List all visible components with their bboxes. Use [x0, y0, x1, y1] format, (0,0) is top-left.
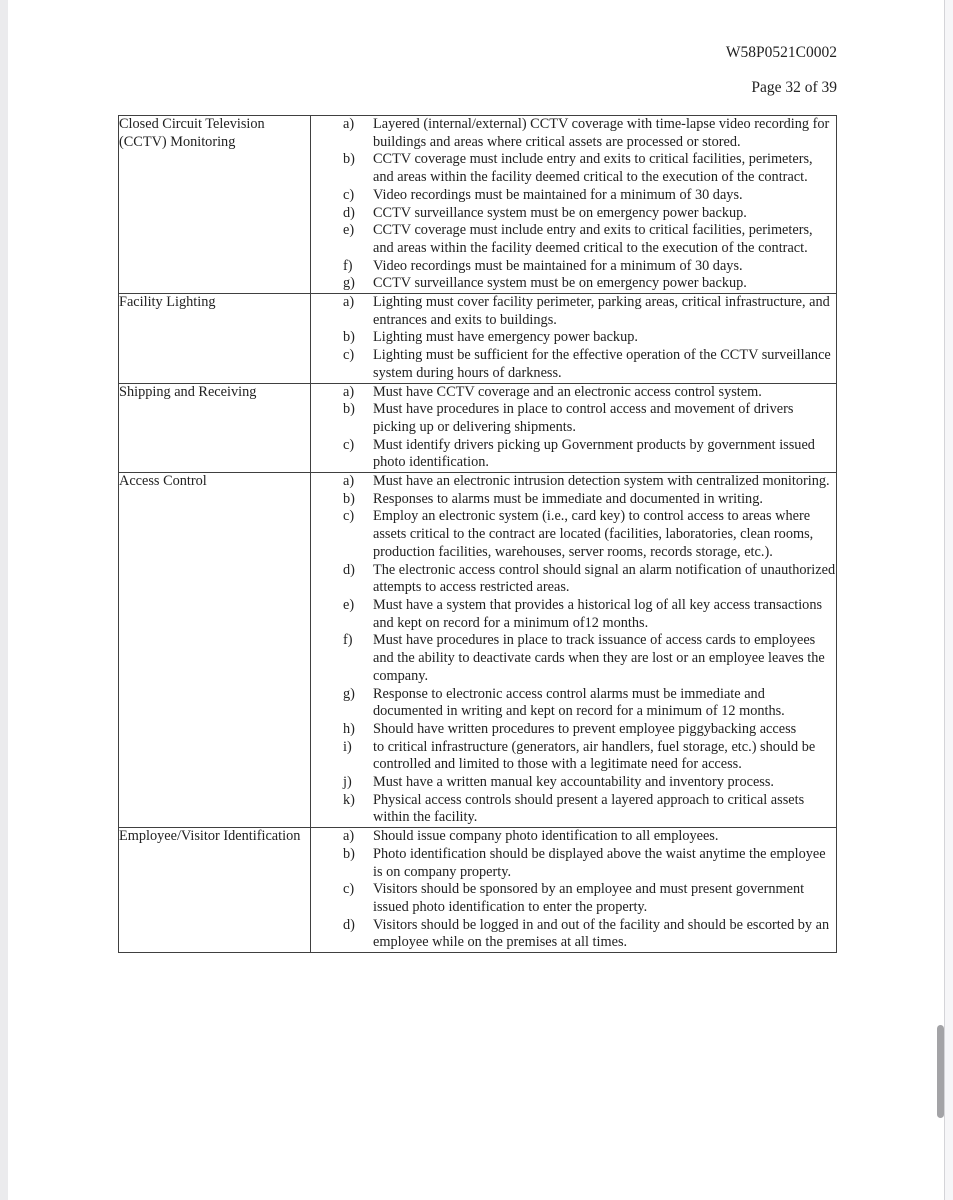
item-letter: b): [343, 845, 355, 862]
category-label: Access Control: [119, 473, 207, 490]
requirement-item: [311, 721, 836, 739]
requirement-item: [311, 347, 836, 382]
item-text: The electronic access control should signal an alarm notification of unauthorized attempts to access restricted areas.: [373, 561, 836, 596]
item-text: Lighting must be sufficient for the effective operation of the CCTV surveillance system during hours of darkness.: [373, 347, 831, 381]
item-letter: a): [343, 828, 355, 845]
item-text: Must have procedures in place to control access and movement of drivers picking up or delivering shipments.: [373, 401, 794, 435]
item-letter: h): [343, 720, 355, 737]
item-text: CCTV surveillance system must be on emergency power backup.: [373, 204, 747, 221]
item-letter: g): [343, 685, 355, 702]
item-letter: e): [343, 222, 355, 239]
item-letter: i): [343, 738, 352, 755]
requirements-list: [311, 294, 836, 383]
item-text: Employ an electronic system (i.e., card key) to control access to areas where assets critical to the contract are located (facilities, laboratories, clean rooms, production facilities, warehouses, server rooms, records storage, etc.).: [373, 508, 814, 560]
requirement-item: [311, 437, 836, 472]
category-label: Closed Circuit Television (CCTV) Monitoring: [119, 116, 265, 150]
document-header: [118, 44, 837, 97]
item-letter: d): [343, 204, 355, 221]
requirements-list: [311, 473, 836, 827]
item-letter: j): [343, 774, 352, 791]
item-letter: c): [343, 436, 355, 453]
item-letter: a): [343, 473, 355, 490]
requirement-item: [311, 222, 836, 257]
category-cell: [119, 828, 311, 953]
category-cell: [119, 294, 311, 384]
table-row: [119, 294, 837, 384]
requirements-cell: [311, 294, 837, 384]
category-cell: [119, 116, 311, 294]
requirement-item: [311, 846, 836, 881]
requirement-item: [311, 562, 836, 597]
item-letter: c): [343, 347, 355, 364]
requirement-item: [311, 917, 836, 952]
requirement-item: [311, 187, 836, 205]
item-text: CCTV surveillance system must be on emergency power backup.: [373, 275, 747, 292]
requirement-item: [311, 473, 836, 491]
item-text: Physical access controls should present a layered approach to critical assets within the facility.: [373, 791, 805, 826]
requirements-cell: [311, 473, 837, 828]
requirement-item: [311, 205, 836, 223]
item-text: Must have CCTV coverage and an electronic access control system.: [373, 383, 762, 400]
requirement-item: [311, 275, 836, 293]
table-row: [119, 383, 837, 473]
category-label: Shipping and Receiving: [119, 383, 257, 400]
document-number: W58P0521C0002: [725, 44, 837, 61]
item-letter: c): [343, 508, 355, 525]
viewer-left-edge: [0, 0, 8, 1200]
item-text: CCTV coverage must include entry and exits to critical facilities, perimeters, and areas within the facility deemed critical to the execution of the contract.: [373, 151, 813, 186]
scrollbar-thumb[interactable]: [937, 1025, 944, 1118]
requirement-item: [311, 151, 836, 186]
requirement-item: [311, 258, 836, 276]
security-requirements-table: [118, 115, 837, 953]
item-text: Must have procedures in place to track issuance of access cards to employees and the ability to deactivate cards when they are lost or an employee leaves the company.: [373, 632, 825, 684]
requirement-item: [311, 329, 836, 347]
item-text: Video recordings must be maintained for a minimum of 30 days.: [373, 186, 743, 203]
requirements-cell: [311, 828, 837, 953]
item-text: Must have an electronic intrusion detection system with centralized monitoring.: [373, 473, 830, 490]
item-letter: b): [343, 151, 355, 168]
requirement-item: [311, 828, 836, 846]
requirement-item: [311, 739, 836, 774]
page-number-label: Page 32 of 39: [751, 79, 837, 96]
table-row: [119, 116, 837, 294]
category-cell: [119, 473, 311, 828]
requirement-item: [311, 491, 836, 509]
requirement-item: [311, 401, 836, 436]
item-letter: b): [343, 401, 355, 418]
category-cell: [119, 383, 311, 473]
requirement-item: [311, 774, 836, 792]
item-letter: a): [343, 383, 355, 400]
item-letter: f): [343, 632, 353, 649]
requirement-item: [311, 881, 836, 916]
requirements-cell: [311, 116, 837, 294]
item-text: Visitors should be logged in and out of the facility and should be escorted by an employee while on the premises at all times.: [373, 916, 830, 951]
item-letter: f): [343, 257, 353, 274]
requirements-cell: [311, 383, 837, 473]
scrollbar-track[interactable]: [944, 0, 953, 1200]
requirement-item: [311, 632, 836, 685]
requirement-item: [311, 597, 836, 632]
item-text: Lighting must have emergency power backup.: [373, 329, 638, 346]
category-label: Facility Lighting: [119, 294, 216, 311]
category-label: Employee/Visitor Identification: [119, 828, 301, 845]
item-letter: b): [343, 329, 355, 346]
item-text: Must identify drivers picking up Government products by government issued photo identification.: [373, 436, 815, 471]
item-letter: k): [343, 791, 355, 808]
item-letter: a): [343, 116, 355, 132]
item-text: Must have a written manual key accountability and inventory process.: [373, 774, 774, 791]
item-letter: c): [343, 186, 355, 203]
item-letter: e): [343, 596, 355, 613]
table-row: [119, 828, 837, 953]
item-text: Photo identification should be displayed above the waist anytime the employee is on company property.: [373, 845, 826, 880]
item-text: Must have a system that provides a historical log of all key access transactions and kept on record for a minimum of12 months.: [373, 596, 823, 631]
requirements-list: [311, 384, 836, 473]
requirement-item: [311, 792, 836, 827]
item-letter: d): [343, 916, 355, 933]
table-row: [119, 473, 837, 828]
item-text: CCTV coverage must include entry and exits to critical facilities, perimeters, and areas within the facility deemed critical to the execution of the contract.: [373, 222, 813, 256]
item-text: Video recordings must be maintained for a minimum of 30 days.: [373, 257, 743, 274]
item-text: Should issue company photo identification to all employees.: [373, 828, 719, 845]
item-letter: c): [343, 881, 355, 898]
item-text: Should have written procedures to prevent employee piggybacking access: [373, 720, 797, 737]
item-text: Layered (internal/external) CCTV coverage with time-lapse video recording for buildings and areas where critical assets are processed or stored.: [373, 116, 830, 150]
item-text: Response to electronic access control alarms must be immediate and documented in writing and kept on record for a minimum of 12 months.: [373, 685, 785, 720]
item-text: Lighting must cover facility perimeter, parking areas, critical infrastructure, and entrances and exits to buildings.: [373, 294, 830, 328]
item-text: to critical infrastructure (generators, air handlers, fuel storage, etc.) should be controlled and limited to those with a legitimate need for access.: [373, 738, 816, 773]
requirement-item: [311, 686, 836, 721]
item-letter: d): [343, 561, 355, 578]
requirement-item: [311, 294, 836, 329]
item-letter: g): [343, 275, 355, 292]
table-body: [119, 116, 837, 953]
requirements-list: [311, 116, 836, 293]
requirement-item: [311, 384, 836, 402]
requirement-item: [311, 116, 836, 151]
requirements-list: [311, 828, 836, 952]
item-letter: b): [343, 490, 355, 507]
requirement-item: [311, 508, 836, 561]
item-text: Visitors should be sponsored by an employee and must present government issued photo identification to enter the property.: [373, 881, 805, 915]
item-letter: a): [343, 294, 355, 311]
item-text: Responses to alarms must be immediate and documented in writing.: [373, 490, 763, 507]
